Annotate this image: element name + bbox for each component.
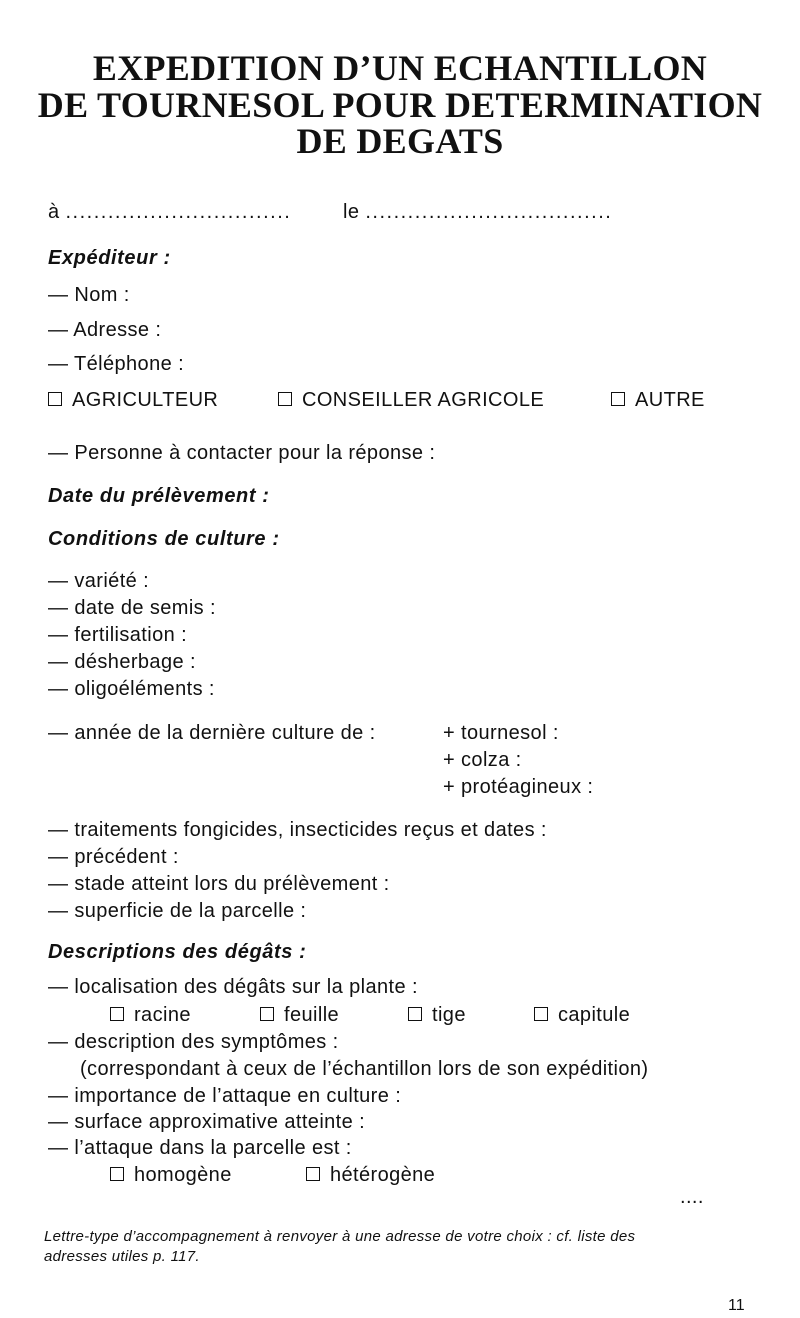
footnote-line-2: adresses utiles p. 117. — [44, 1248, 200, 1265]
option-capitule-label: capitule — [558, 1004, 631, 1026]
option-capitule[interactable] — [534, 1003, 630, 1027]
description-note: (correspondant à ceux de l’échantillon lors de son expédition) — [80, 1058, 649, 1080]
le-field[interactable]: ................................... — [365, 201, 613, 223]
option-feuille-label: feuille — [284, 1004, 340, 1026]
option-agriculteur-label: AGRICULTEUR — [72, 389, 219, 411]
option-heterogene[interactable] — [306, 1163, 435, 1187]
condition-item: — superficie de la parcelle : — [48, 900, 307, 922]
checkbox-homogene[interactable] — [110, 1167, 124, 1181]
condition-item: — date de semis : — [48, 597, 216, 619]
option-conseiller[interactable] — [278, 388, 544, 412]
condition-item: — désherbage : — [48, 651, 196, 673]
title-line-1: EXPEDITION D’UN ECHANTILLON — [92, 48, 708, 88]
checkbox-racine[interactable] — [110, 1007, 124, 1021]
condition-item: — stade atteint lors du prélèvement : — [48, 873, 390, 895]
personne-contact-field: — Personne à contacter pour la réponse : — [48, 442, 436, 464]
telephone-field: — Téléphone : — [48, 353, 185, 375]
continuation-ellipsis: .... — [680, 1186, 704, 1208]
condition-item: — traitements fongicides, insecticides reçus et dates : — [48, 819, 547, 841]
description-symptomes-field: — description des symptômes : — [48, 1031, 339, 1053]
degats-heading: Descriptions des dégâts : — [48, 941, 307, 963]
localisation-field: — localisation des dégâts sur la plante : — [48, 976, 418, 998]
attaque-field: — l’attaque dans la parcelle est : — [48, 1137, 352, 1159]
culture-proteagineux: + protéagineux : — [443, 776, 594, 798]
checkbox-heterogene[interactable] — [306, 1167, 320, 1181]
option-tige-label: tige — [432, 1004, 466, 1026]
nom-field: — Nom : — [48, 284, 130, 306]
checkbox-autre[interactable] — [611, 392, 625, 406]
page-number: 11 — [728, 1297, 745, 1314]
annee-derniere-culture: — année de la dernière culture de : — [48, 722, 376, 744]
option-racine[interactable] — [110, 1003, 191, 1027]
adresse-field: — Adresse : — [48, 319, 162, 341]
option-feuille[interactable] — [260, 1003, 339, 1027]
condition-item: — précédent : — [48, 846, 179, 868]
conditions-heading: Conditions de culture : — [48, 528, 280, 550]
importance-field: — importance de l’attaque en culture : — [48, 1085, 402, 1107]
option-homogene[interactable] — [110, 1163, 232, 1187]
option-heterogene-label: hétérogène — [330, 1164, 436, 1186]
expediteur-heading: Expéditeur : — [48, 247, 171, 269]
culture-tournesol: + tournesol : — [443, 722, 559, 744]
a-label: à — [48, 201, 60, 223]
checkbox-capitule[interactable] — [534, 1007, 548, 1021]
title-line-2: DE TOURNESOL POUR DETERMINATION — [37, 85, 763, 125]
option-homogene-label: homogène — [134, 1164, 232, 1186]
option-autre-label: AUTRE — [635, 389, 705, 411]
checkbox-tige[interactable] — [408, 1007, 422, 1021]
le-line — [343, 200, 612, 224]
le-label: le — [343, 201, 360, 223]
option-agriculteur[interactable] — [48, 388, 218, 412]
footnote-line-1: Lettre-type d’accompagnement à renvoyer à une adresse de votre choix : cf. liste des — [44, 1228, 636, 1245]
checkbox-feuille[interactable] — [260, 1007, 274, 1021]
option-autre[interactable] — [611, 388, 705, 412]
date-prelevement-heading: Date du prélèvement : — [48, 485, 270, 507]
condition-item: — oligoéléments : — [48, 678, 215, 700]
condition-item: — fertilisation : — [48, 624, 188, 646]
place-date-line — [48, 200, 291, 224]
culture-colza: + colza : — [443, 749, 522, 771]
option-conseiller-label: CONSEILLER AGRICOLE — [302, 389, 545, 411]
option-tige[interactable] — [408, 1003, 466, 1027]
option-racine-label: racine — [134, 1004, 191, 1026]
title-line-3: DE DEGATS — [296, 121, 504, 161]
a-field[interactable]: ................................ — [65, 201, 292, 223]
checkbox-conseiller[interactable] — [278, 392, 292, 406]
condition-item: — variété : — [48, 570, 150, 592]
surface-field: — surface approximative atteinte : — [48, 1111, 366, 1133]
checkbox-agriculteur[interactable] — [48, 392, 62, 406]
